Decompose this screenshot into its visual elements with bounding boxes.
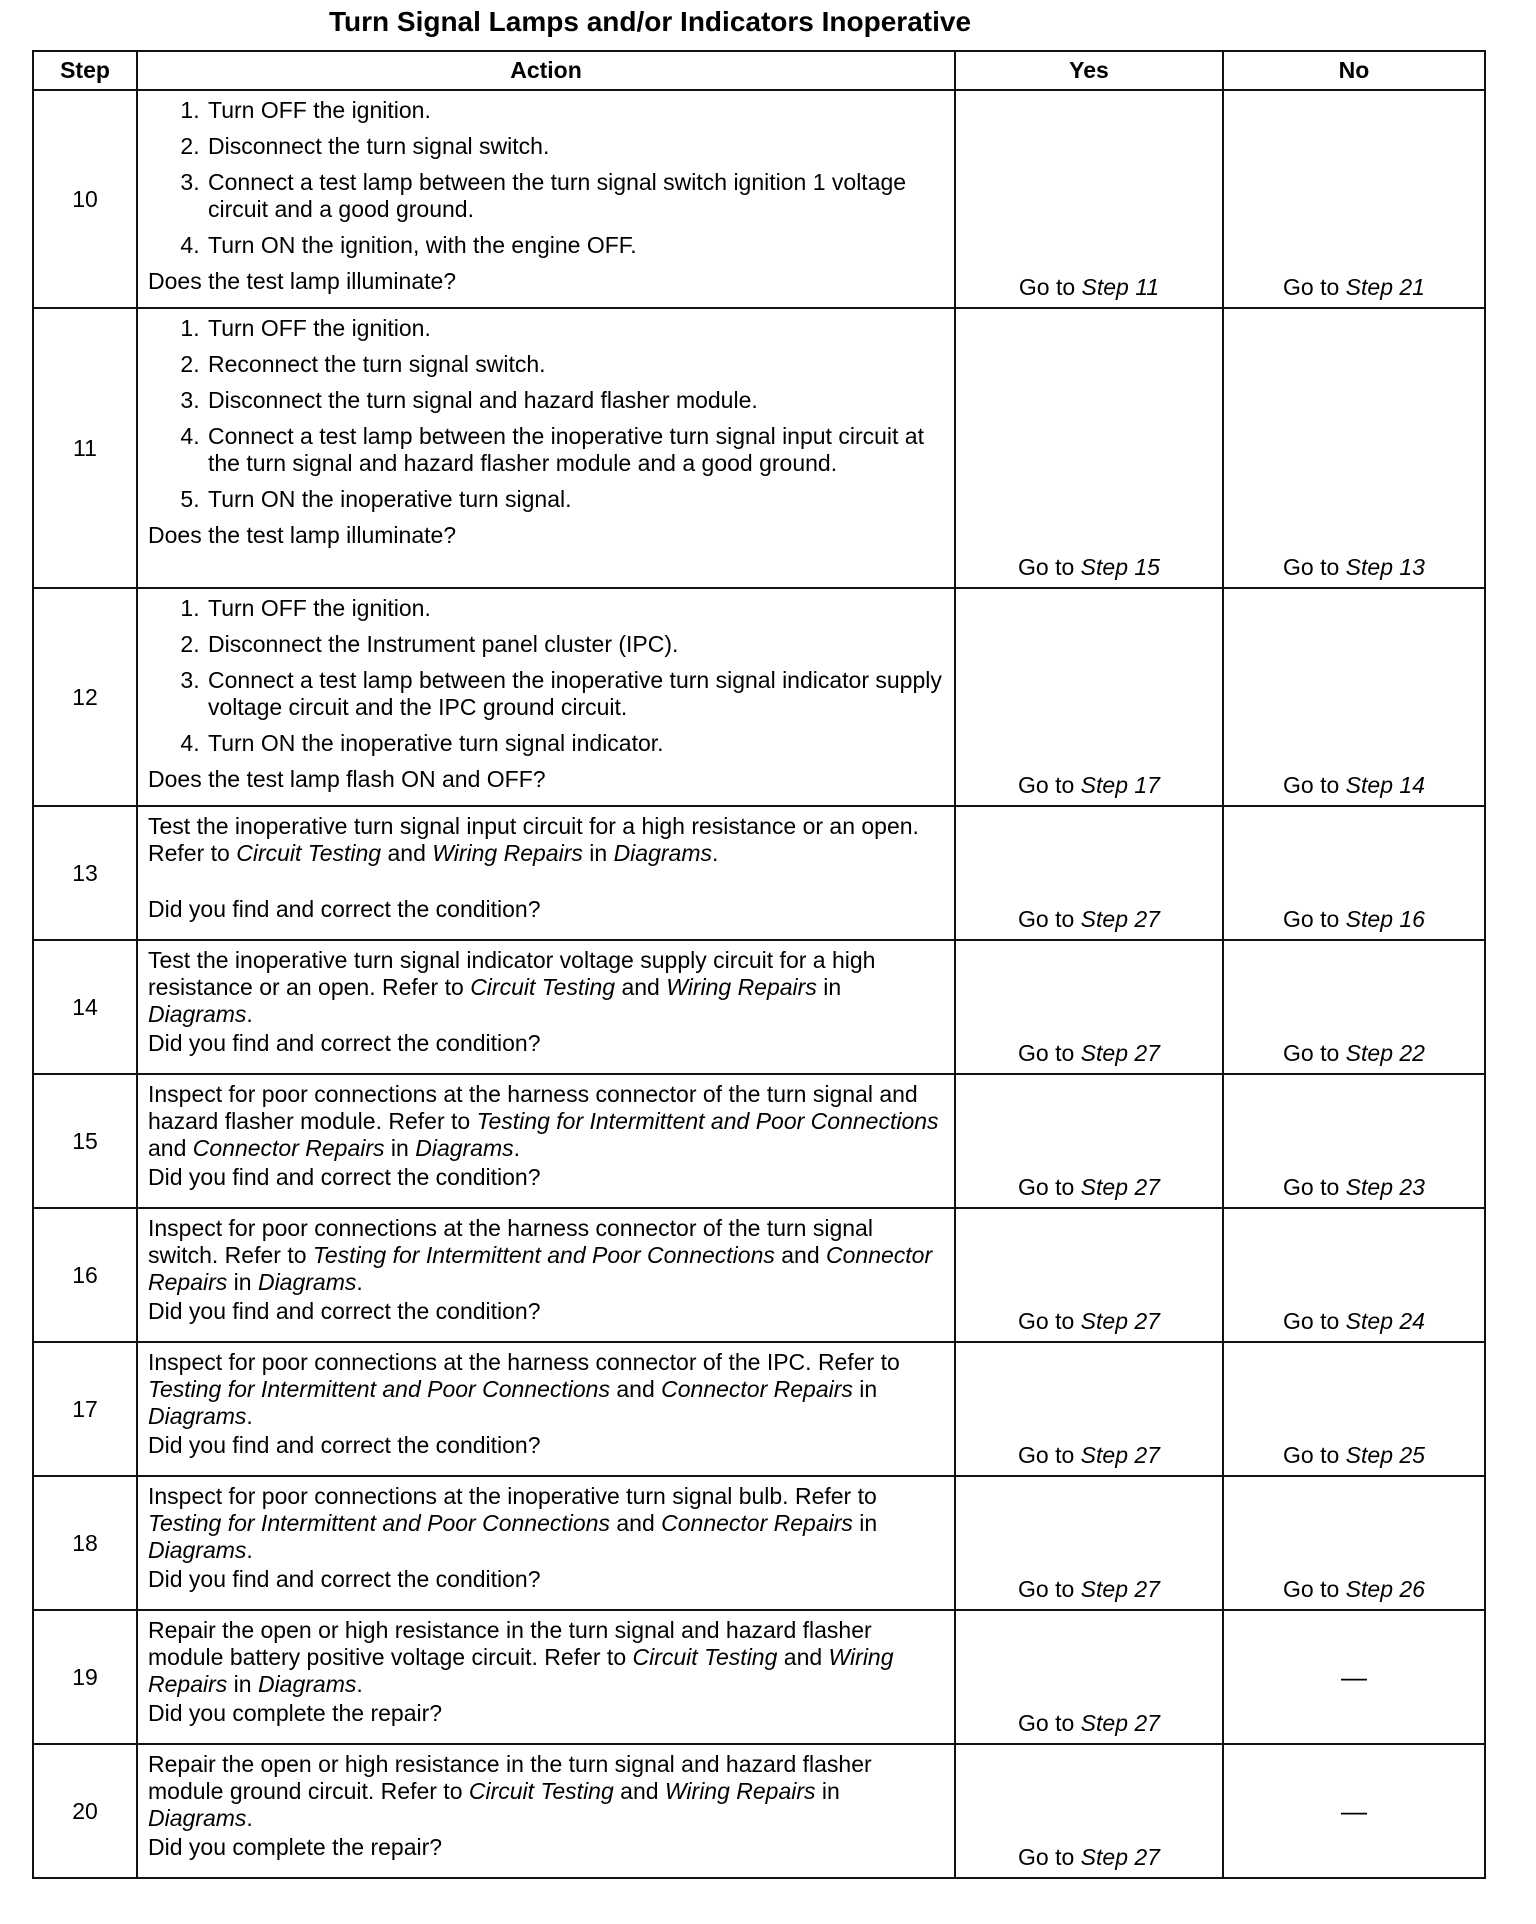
no-result	[1223, 806, 1485, 940]
instruction-text: Inspect for poor connections at the harness connector of the turn signal and hazard flasher module. Refer to	[148, 1081, 918, 1134]
yes-result	[955, 1208, 1223, 1342]
no-goto	[1283, 1442, 1425, 1468]
action-step: 1. Turn OFF the ignition.	[206, 595, 944, 622]
action-steps-list	[148, 315, 944, 513]
instruction-text: in	[227, 1671, 258, 1697]
goto-prefix: Go to	[1283, 1308, 1340, 1334]
goto-prefix: Go to	[1283, 554, 1340, 580]
step-number: 12	[33, 588, 137, 806]
no-goto	[1283, 772, 1425, 798]
table-row	[33, 1342, 1485, 1476]
instruction-text: Repair the open or high resistance in the turn signal and hazard flasher module battery positive voltage circuit. Refer to	[148, 1617, 872, 1670]
action-instruction	[148, 1349, 944, 1430]
reference-link-text: Diagrams	[148, 1537, 247, 1563]
reference-link-text: Wiring Repairs	[664, 1778, 816, 1804]
yes-result	[955, 1744, 1223, 1878]
goto-prefix: Go to	[1283, 1576, 1340, 1602]
action-question: Did you find and correct the condition?	[148, 1432, 541, 1458]
instruction-text: Test the inoperative turn signal indicator voltage supply circuit for a high resistance or an open. Refer to	[148, 947, 876, 1000]
action-instruction	[148, 1751, 944, 1832]
goto-prefix: Go to	[1018, 274, 1076, 300]
action-step: 3. Connect a test lamp between the inoperative turn signal indicator supply voltage circuit and the IPC ground circuit.	[206, 667, 944, 721]
instruction-text: in	[815, 1778, 840, 1804]
no-result-dash: —	[1223, 1610, 1485, 1744]
action-question: Did you find and correct the condition?	[148, 1030, 541, 1056]
yes-goto	[1018, 1710, 1160, 1736]
action-cell	[137, 806, 955, 940]
no-goto	[1283, 1576, 1425, 1602]
step-number: 20	[33, 1744, 137, 1878]
instruction-text: and	[609, 1510, 662, 1536]
yes-result	[955, 940, 1223, 1074]
reference-link-text: Circuit Testing	[470, 974, 616, 1000]
no-result	[1223, 90, 1485, 308]
reference-link-text: Wiring Repairs	[148, 1644, 894, 1697]
reference-link-text: Diagrams	[257, 1269, 357, 1295]
instruction-text: in	[816, 974, 842, 1000]
action-step: 4. Turn ON the ignition, with the engine OFF.	[206, 232, 944, 259]
yes-result	[955, 588, 1223, 806]
reference-link-text: Diagrams	[613, 840, 712, 866]
table-row	[33, 1610, 1485, 1744]
goto-prefix: Go to	[1283, 1442, 1340, 1468]
yes-goto	[1018, 1308, 1160, 1334]
yes-target-step: Step 27	[1080, 1576, 1160, 1602]
yes-goto	[1018, 554, 1160, 580]
instruction-text: .	[356, 1269, 363, 1295]
instruction-text: in	[582, 840, 614, 866]
yes-target-step: Step 27	[1080, 1442, 1160, 1468]
no-target-step: Step 21	[1345, 274, 1425, 300]
reference-link-text: Wiring Repairs	[432, 840, 583, 866]
reference-link-text: Connector Repairs	[661, 1510, 853, 1536]
table-row	[33, 1208, 1485, 1342]
yes-result	[955, 1610, 1223, 1744]
no-goto	[1283, 1040, 1425, 1066]
instruction-text: and	[148, 1135, 193, 1161]
goto-prefix: Go to	[1018, 1174, 1075, 1200]
header-no: No	[1223, 51, 1485, 90]
instruction-text: in	[852, 1510, 878, 1536]
yes-result	[955, 1342, 1223, 1476]
goto-prefix: Go to	[1018, 1576, 1075, 1602]
reference-link-text: Diagrams	[148, 1805, 247, 1831]
yes-goto	[1018, 1442, 1160, 1468]
table-row	[33, 588, 1485, 806]
action-cell	[137, 940, 955, 1074]
action-instruction	[148, 813, 944, 867]
no-target-step: Step 26	[1345, 1576, 1425, 1602]
instruction-text: .	[246, 1403, 253, 1429]
yes-target-step: Step 15	[1080, 554, 1160, 580]
instruction-text: and	[609, 1376, 662, 1402]
no-result	[1223, 1074, 1485, 1208]
goto-prefix: Go to	[1283, 1174, 1340, 1200]
action-cell	[137, 308, 955, 588]
instruction-text: Repair the open or high resistance in the turn signal and hazard flasher module ground circuit. Refer to	[148, 1751, 872, 1804]
yes-goto	[1018, 1174, 1160, 1200]
step-number: 19	[33, 1610, 137, 1744]
header-action: Action	[137, 51, 955, 90]
reference-link-text: Diagrams	[148, 1403, 247, 1429]
step-number: 11	[33, 308, 137, 588]
action-steps-list	[148, 97, 944, 259]
table-row	[33, 806, 1485, 940]
no-target-step: Step 14	[1345, 772, 1425, 798]
action-cell	[137, 1074, 955, 1208]
action-step: 1. Turn OFF the ignition.	[206, 97, 944, 124]
no-target-step: Step 24	[1345, 1308, 1425, 1334]
no-result	[1223, 308, 1485, 588]
action-step: 3. Connect a test lamp between the turn signal switch ignition 1 voltage circuit and a good ground.	[206, 169, 944, 223]
action-step: 3. Disconnect the turn signal and hazard flasher module.	[206, 387, 944, 414]
action-question: Did you find and correct the condition?	[148, 896, 541, 922]
action-instruction	[148, 1215, 944, 1296]
yes-target-step: Step 27	[1080, 1710, 1160, 1736]
instruction-text: and	[381, 840, 433, 866]
action-question: Did you find and correct the condition?	[148, 1566, 541, 1592]
action-cell	[137, 1208, 955, 1342]
diagnostic-table	[32, 50, 1486, 1879]
action-step: 5. Turn ON the inoperative turn signal.	[206, 486, 944, 513]
step-number: 15	[33, 1074, 137, 1208]
step-number: 14	[33, 940, 137, 1074]
no-target-step: Step 25	[1345, 1442, 1425, 1468]
instruction-text: in	[227, 1269, 258, 1295]
step-number: 10	[33, 90, 137, 308]
instruction-text: and	[777, 1644, 829, 1670]
step-number: 16	[33, 1208, 137, 1342]
yes-goto	[1019, 274, 1159, 300]
yes-goto	[1018, 772, 1160, 798]
instruction-text: Test the inoperative turn signal input circuit for a high resistance or an open. Refer to	[148, 813, 919, 866]
yes-target-step: Step 27	[1080, 1040, 1160, 1066]
goto-prefix: Go to	[1018, 906, 1075, 932]
instruction-text: .	[246, 1001, 253, 1027]
action-cell	[137, 1342, 955, 1476]
no-target-step: Step 22	[1345, 1040, 1425, 1066]
reference-link-text: Connector Repairs	[192, 1135, 385, 1161]
yes-goto	[1018, 1844, 1160, 1870]
header-yes: Yes	[955, 51, 1223, 90]
instruction-text: .	[246, 1805, 253, 1831]
action-instruction	[148, 1617, 944, 1698]
step-number: 18	[33, 1476, 137, 1610]
reference-link-text: Wiring Repairs	[666, 974, 817, 1000]
yes-result	[955, 1476, 1223, 1610]
instruction-text: in	[852, 1376, 878, 1402]
reference-link-text: Testing for Intermittent and Poor Connections	[148, 1376, 610, 1402]
no-result	[1223, 1208, 1485, 1342]
no-goto	[1283, 1174, 1425, 1200]
action-question: Does the test lamp illuminate?	[148, 268, 457, 294]
action-instruction	[148, 1081, 944, 1162]
yes-goto	[1018, 1040, 1160, 1066]
no-goto	[1283, 1308, 1425, 1334]
reference-link-text: Testing for Intermittent and Poor Connections	[312, 1242, 775, 1268]
no-goto	[1283, 554, 1425, 580]
step-number: 17	[33, 1342, 137, 1476]
action-step: 4. Turn ON the inoperative turn signal indicator.	[206, 730, 944, 757]
action-step: 1. Turn OFF the ignition.	[206, 315, 944, 342]
action-question: Did you find and correct the condition?	[148, 1164, 541, 1190]
goto-prefix: Go to	[1018, 1040, 1075, 1066]
action-question: Did you complete the repair?	[148, 1700, 443, 1726]
no-result	[1223, 1476, 1485, 1610]
reference-link-text: Diagrams	[148, 1001, 247, 1027]
reference-link-text: Connector Repairs	[148, 1242, 933, 1295]
action-step: 2. Reconnect the turn signal switch.	[206, 351, 944, 378]
goto-prefix: Go to	[1018, 1308, 1075, 1334]
reference-link-text: Circuit Testing	[468, 1778, 614, 1804]
goto-prefix: Go to	[1018, 1710, 1075, 1736]
goto-prefix: Go to	[1283, 906, 1340, 932]
instruction-text: .	[711, 840, 719, 866]
no-result-dash: —	[1223, 1744, 1485, 1878]
reference-link-text: Testing for Intermittent and Poor Connections	[148, 1510, 610, 1536]
table-row	[33, 1744, 1485, 1878]
yes-target-step: Step 11	[1081, 274, 1160, 300]
action-steps-list	[148, 595, 944, 757]
yes-target-step: Step 27	[1080, 1844, 1160, 1870]
table-header-row	[33, 51, 1485, 90]
instruction-text: .	[356, 1671, 363, 1697]
no-target-step: Step 16	[1345, 906, 1425, 932]
goto-prefix: Go to	[1283, 772, 1340, 798]
instruction-text: Inspect for poor connections at the harness connector of the IPC. Refer to	[148, 1349, 900, 1375]
instruction-text: Inspect for poor connections at the harness connector of the turn signal switch. Refer to	[148, 1215, 873, 1268]
yes-target-step: Step 27	[1080, 906, 1160, 932]
no-goto	[1283, 906, 1425, 932]
step-number: 13	[33, 806, 137, 940]
yes-target-step: Step 17	[1080, 772, 1160, 798]
action-question: Did you complete the repair?	[148, 1834, 443, 1860]
reference-link-text: Diagrams	[257, 1671, 357, 1697]
reference-link-text: Diagrams	[415, 1135, 514, 1161]
no-goto	[1283, 274, 1425, 300]
instruction-text: .	[246, 1537, 253, 1563]
goto-prefix: Go to	[1018, 772, 1075, 798]
goto-prefix: Go to	[1283, 1040, 1340, 1066]
table-row	[33, 1074, 1485, 1208]
no-result	[1223, 588, 1485, 806]
yes-target-step: Step 27	[1080, 1308, 1160, 1334]
action-step: 2. Disconnect the turn signal switch.	[206, 133, 944, 160]
yes-result	[955, 308, 1223, 588]
yes-goto	[1018, 906, 1160, 932]
goto-prefix: Go to	[1018, 554, 1075, 580]
yes-target-step: Step 27	[1080, 1174, 1160, 1200]
no-target-step: Step 23	[1345, 1174, 1425, 1200]
reference-link-text: Circuit Testing	[236, 840, 382, 866]
reference-link-text: Testing for Intermittent and Poor Connections	[476, 1108, 939, 1134]
reference-link-text: Connector Repairs	[661, 1376, 853, 1402]
yes-result	[955, 1074, 1223, 1208]
action-question: Does the test lamp illuminate?	[148, 522, 457, 548]
no-target-step: Step 13	[1345, 554, 1425, 580]
action-question: Did you find and correct the condition?	[148, 1298, 541, 1324]
instruction-text: and	[774, 1242, 827, 1268]
table-row	[33, 1476, 1485, 1610]
instruction-text: Inspect for poor connections at the inoperative turn signal bulb. Refer to	[148, 1483, 877, 1509]
page-title: Turn Signal Lamps and/or Indicators Inoperative	[328, 6, 972, 37]
yes-goto	[1018, 1576, 1160, 1602]
action-cell	[137, 90, 955, 308]
action-instruction	[148, 1483, 944, 1564]
goto-prefix: Go to	[1018, 1442, 1075, 1468]
instruction-text: in	[384, 1135, 416, 1161]
table-row	[33, 90, 1485, 308]
instruction-text: and	[613, 1778, 665, 1804]
table-row	[33, 308, 1485, 588]
action-step: 2. Disconnect the Instrument panel cluster (IPC).	[206, 631, 944, 658]
action-cell	[137, 1610, 955, 1744]
goto-prefix: Go to	[1018, 1844, 1075, 1870]
no-result	[1223, 940, 1485, 1074]
instruction-text: .	[513, 1135, 521, 1161]
action-instruction	[148, 947, 944, 1028]
table-row	[33, 940, 1485, 1074]
goto-prefix: Go to	[1283, 274, 1340, 300]
reference-link-text: Circuit Testing	[632, 1644, 778, 1670]
no-result	[1223, 1342, 1485, 1476]
header-step: Step	[33, 51, 137, 90]
action-question: Does the test lamp flash ON and OFF?	[148, 766, 546, 792]
action-cell	[137, 588, 955, 806]
action-cell	[137, 1744, 955, 1878]
yes-result	[955, 806, 1223, 940]
instruction-text: and	[615, 974, 667, 1000]
action-step: 4. Connect a test lamp between the inoperative turn signal input circuit at the turn signal and hazard flasher module and a good ground.	[206, 423, 944, 477]
yes-result	[955, 90, 1223, 308]
action-cell	[137, 1476, 955, 1610]
